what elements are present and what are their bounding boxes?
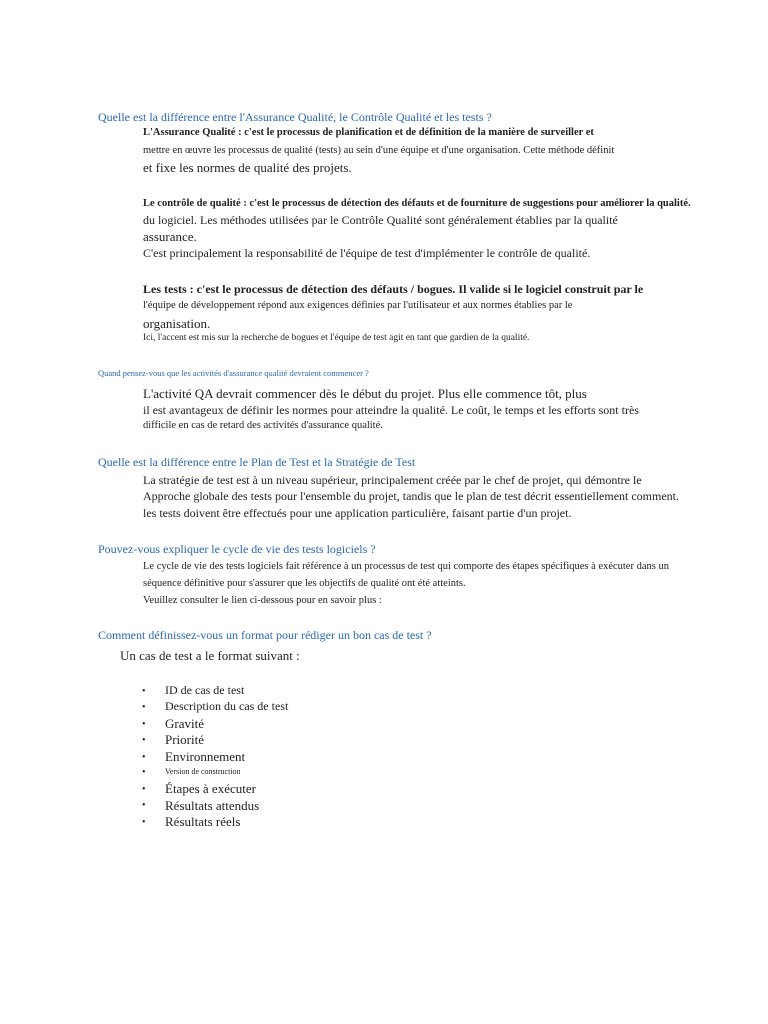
- bullet-icon: •: [142, 784, 146, 795]
- qa-definition-line-2: mettre en œuvre les processus de qualité (tests) au sein d'une équipe et d'une organisation. Cette méthode définit: [143, 145, 615, 156]
- plan-strategy-line-1: La stratégie de test est à un niveau supérieur, principalement créée par le chef de projet, qui démontre le: [143, 473, 642, 487]
- plan-strategy-line-3: les tests doivent être effectués pour une application particulière, faisant partie d'un projet.: [143, 506, 572, 520]
- qa-definition-line-1: L'Assurance Qualité : c'est le processus de planification et de définition de la manière de surveiller et: [143, 127, 594, 138]
- qc-definition-line-3: assurance.: [143, 229, 197, 244]
- bullet-icon: •: [142, 752, 146, 763]
- bullet-icon: •: [142, 800, 146, 811]
- qc-definition-line-4: C'est principalement la responsabilité de l'équipe de test d'implémenter le contrôle de qualité.: [143, 246, 591, 260]
- bullet-icon: •: [142, 817, 146, 828]
- qa-start-line-1: L'activité QA devrait commencer dès le début du projet. Plus elle commence tôt, plus: [143, 386, 587, 401]
- question-test-lifecycle: Pouvez-vous expliquer le cycle de vie des tests logiciels ?: [98, 542, 376, 556]
- tests-definition-line-2: l'équipe de développement répond aux exigences définies par l'utilisateur et aux normes établies par le: [143, 300, 573, 311]
- question-qa-qc-tests: Quelle est la différence entre l'Assurance Qualité, le Contrôle Qualité et les tests ?: [98, 110, 492, 124]
- lifecycle-line-3: Veuillez consulter le lien ci-dessous pour en savoir plus :: [143, 595, 382, 606]
- question-plan-vs-strategy: Quelle est la différence entre le Plan de Test et la Stratégie de Test: [98, 455, 416, 469]
- qa-definition-line-3: et fixe les normes de qualité des projets.: [143, 160, 352, 175]
- list-item: Résultats attendus: [165, 798, 260, 813]
- bullet-icon: •: [142, 735, 146, 746]
- list-item: Description du cas de test: [165, 699, 289, 713]
- bullet-icon: •: [142, 702, 146, 713]
- bullet-icon: •: [142, 686, 146, 697]
- test-case-intro: Un cas de test a le format suivant :: [120, 648, 300, 663]
- list-item: Priorité: [165, 732, 204, 747]
- bullet-icon: •: [142, 767, 146, 778]
- question-qa-start: Quand pensez-vous que les activités d'assurance qualité devraient commencer ?: [98, 368, 369, 378]
- bullet-icon: •: [142, 719, 146, 730]
- qc-definition-line-2: du logiciel. Les méthodes utilisées par le Contrôle Qualité sont généralement établies par la qualité: [143, 213, 618, 227]
- list-item: Environnement: [165, 749, 246, 764]
- tests-definition-line-3: organisation.: [143, 316, 211, 331]
- lifecycle-line-1: Le cycle de vie des tests logiciels fait référence à un processus de test qui comporte des étapes spécifiques à exécuter dans un: [143, 561, 669, 572]
- lifecycle-line-2: séquence définitive pour s'assurer que les objectifs de qualité ont été atteints.: [143, 578, 466, 589]
- tests-definition-line-4: Ici, l'accent est mis sur la recherche de bogues et l'équipe de test agit en tant que gardien de la qualité.: [143, 333, 530, 343]
- question-test-case-format: Comment définissez-vous un format pour rédiger un bon cas de test ?: [98, 628, 432, 642]
- list-item: Version de construction: [165, 767, 241, 776]
- list-item: Étapes à exécuter: [165, 781, 256, 796]
- list-item: Résultats réels: [165, 814, 241, 829]
- list-item: Gravité: [165, 716, 204, 731]
- plan-strategy-line-2: Approche globale des tests pour l'ensemble du projet, tandis que le plan de test décrit essentiellement comment.: [143, 489, 680, 503]
- qa-start-line-3: difficile en cas de retard des activités d'assurance qualité.: [143, 420, 383, 431]
- qa-start-line-2: il est avantageux de définir les normes pour atteindre la qualité. Le coût, le temps et les efforts sont très: [143, 403, 639, 417]
- list-item: ID de cas de test: [165, 683, 245, 697]
- qc-definition-line-1: Le contrôle de qualité : c'est le processus de détection des défauts et de fourniture de suggestions pour améliorer la qualité.: [143, 198, 691, 209]
- tests-definition-line-1: Les tests : c'est le processus de détection des défauts / bogues. Il valide si le logiciel construit par le: [143, 282, 644, 296]
